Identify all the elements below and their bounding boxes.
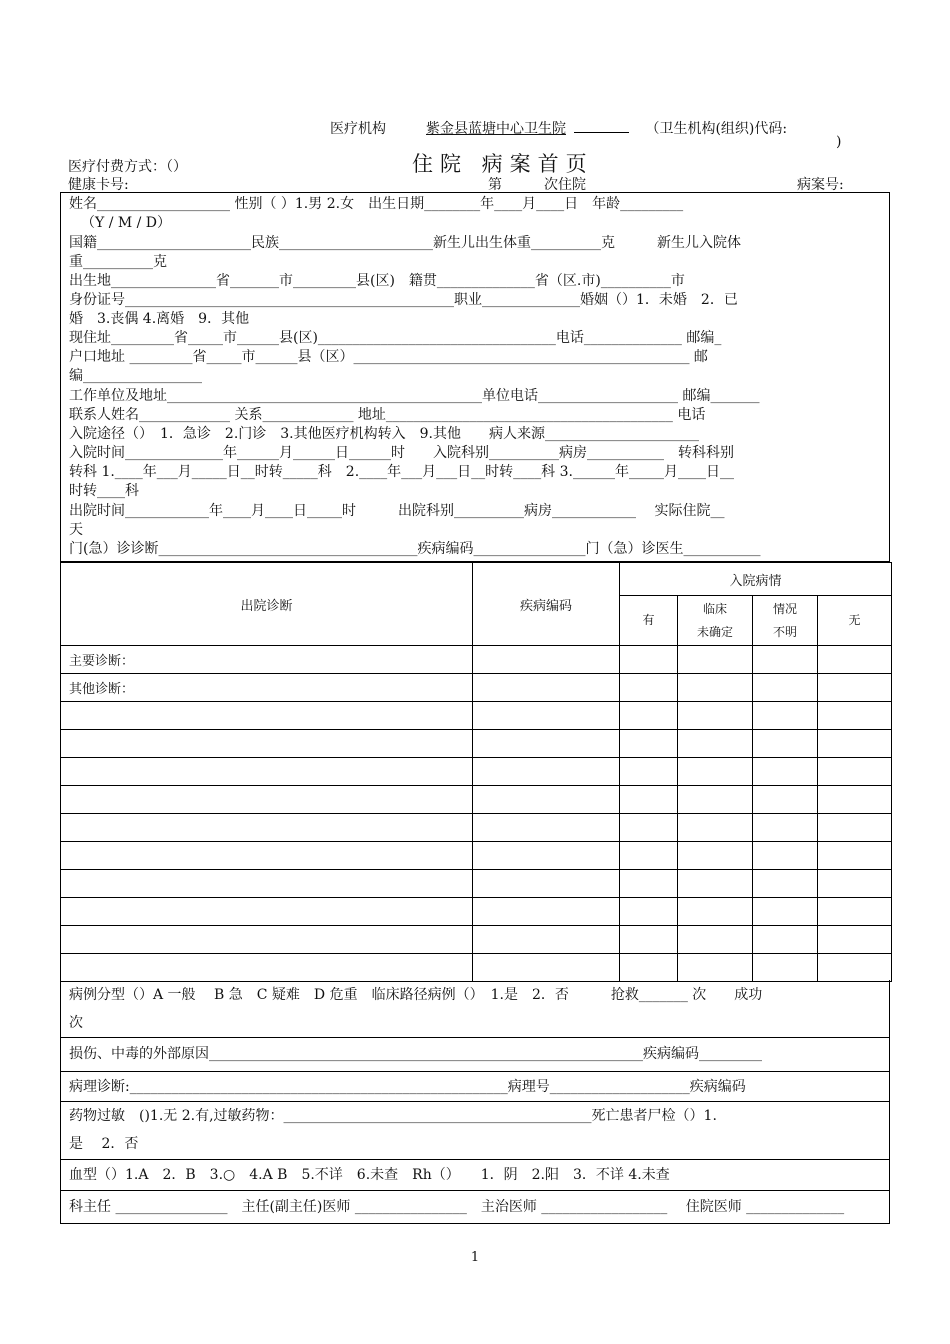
admission-count-label: 第 次住院: [488, 177, 586, 193]
case-type-section: [60, 980, 890, 1038]
table-row: [61, 814, 892, 842]
contact-row: 联系人姓名_____________ 关系_____________ 地址_________________________________________ 电话: [69, 407, 706, 423]
institution-row: [330, 118, 787, 138]
case-type-line1: 病例分型（）A 一般 B 急 C 疑难 D 危重 临床路径病例（） 1.是 2．否 抢救_______ 次 成功: [69, 987, 763, 1003]
sub-col-unclear-line2: 不明: [772, 624, 797, 639]
org-code-close: ): [836, 134, 842, 150]
table-row: [61, 730, 892, 758]
newborn-weight-row: 重__________克: [69, 254, 167, 270]
marriage-cont-row: 婚 3.丧偶 4.离婚 9．其他: [69, 311, 250, 327]
allergy-line1: 药物过敏 ()1.无 2.有,过敏药物：____________________________________________死亡患者尸检（）1.: [69, 1108, 717, 1124]
table-row: [61, 926, 892, 954]
case-type-line2: 次: [69, 1015, 83, 1031]
name-gender-birth-row: 姓名___________________ 性别（ ）1.男 2.女 出生日期________年____月____日 年龄_________: [69, 196, 684, 212]
sub-col-uncertain: [678, 596, 753, 646]
page-title: 住院 病案首页: [412, 152, 594, 176]
institution-name: 紫金县蓝塘中心卫生院: [426, 121, 566, 137]
col-admission-condition: 入院病情: [620, 563, 892, 596]
table-row: [61, 870, 892, 898]
org-code-label: （卫生机构(组织)代码:: [645, 121, 788, 137]
table-row: [61, 954, 892, 982]
sub-col-have: 有: [620, 596, 678, 646]
current-address-row: 现住址_________省_____市______县(区)__________________________________电话______________ 邮编_: [69, 330, 722, 346]
doctor-signature-row: 科主任 ________________ 主任(副主任)医师 ________________ 主治医师 __________________ 住院医师 ______________: [60, 1191, 890, 1224]
table-row: [61, 786, 892, 814]
health-card-label: 健康卡号:: [68, 177, 129, 193]
institution-label: 医疗机构: [330, 121, 386, 137]
table-row: [61, 702, 892, 730]
id-job-marriage-row: 身份证号_______________________________________________职业______________婚姻（）1．未婚 2．已: [69, 292, 738, 308]
outpatient-diagnosis-row: 门(急）诊诊断_____________________________________疾病编码________________门（急）诊医生___________: [69, 541, 761, 557]
transfer-cont-row: 时转____科: [69, 483, 139, 499]
transfer-row: 转科 1.____年___月_____日__时转_____科 2.____年___月___日__时转____科 3.______年_____月____日__: [69, 464, 734, 480]
stay-days-row: 天: [69, 522, 83, 538]
nationality-row: 国籍______________________民族______________________新生儿出生体重__________克 新生儿入院体: [69, 235, 741, 251]
admission-time-row: 入院时间______________年______月______日______时 入院科别__________病房___________ 转科科别: [69, 445, 734, 461]
sub-col-unclear: [753, 596, 818, 646]
allergy-section: [60, 1102, 890, 1160]
sub-col-none: 无: [818, 596, 892, 646]
case-no-label: 病案号:: [797, 177, 844, 193]
birthplace-row: 出生地_______________省_______市_________县(区) 籍贯______________省（区.市)__________市: [69, 273, 685, 289]
payment-label: 医疗付费方式：（）: [68, 159, 187, 175]
other-diagnosis-label: 其他诊断：: [61, 674, 473, 702]
allergy-line2: 是 2．否: [69, 1136, 139, 1152]
table-row: [61, 674, 892, 702]
table-row: [61, 842, 892, 870]
sub-col-uncertain-line1: 临床: [702, 601, 727, 616]
admission-route-row: 入院途径（） 1．急诊 2.门诊 3.其他医疗机构转入 9.其他 病人来源______________________: [69, 426, 699, 442]
blood-type-row: 血型（）1.A 2．B 3.○ 4.A B 5.不详 6.未查 Rh（） 1．阴 2.阳 3．不详 4.未查: [60, 1160, 890, 1191]
table-row: [61, 898, 892, 926]
discharge-time-row: 出院时间____________年____月____日_____时 出院科别__________病房____________ 实际住院__: [69, 503, 725, 519]
main-diagnosis-label: 主要诊断：: [61, 646, 473, 674]
date-format-hint: （Y / M / D）: [81, 215, 172, 231]
page-number: 1: [470, 1250, 480, 1265]
diagnosis-table: [60, 562, 892, 982]
injury-cause-row: 损伤、中毒的外部原因______________________________________________________________疾病编码_________: [60, 1038, 890, 1072]
col-disease-code: 疾病编码: [473, 563, 620, 646]
sub-col-uncertain-line2: 未确定: [696, 624, 733, 639]
work-unit-row: 工作单位及地址_____________________________________________单位电话____________________ 邮编_______: [69, 388, 760, 404]
postcode-cont-row: 编_________________: [69, 368, 202, 384]
patient-info-box: [60, 192, 890, 562]
pathology-row: 病理诊断:______________________________________________________病理号____________________疾病编码: [60, 1072, 890, 1102]
col-discharge-diagnosis: 出院诊断: [61, 563, 473, 646]
household-address-row: 户口地址 _________省_____市______县（区）________________________________________________ 邮: [69, 349, 708, 365]
sub-col-unclear-line1: 情况: [772, 601, 797, 616]
table-row: [61, 646, 892, 674]
table-row: [61, 758, 892, 786]
